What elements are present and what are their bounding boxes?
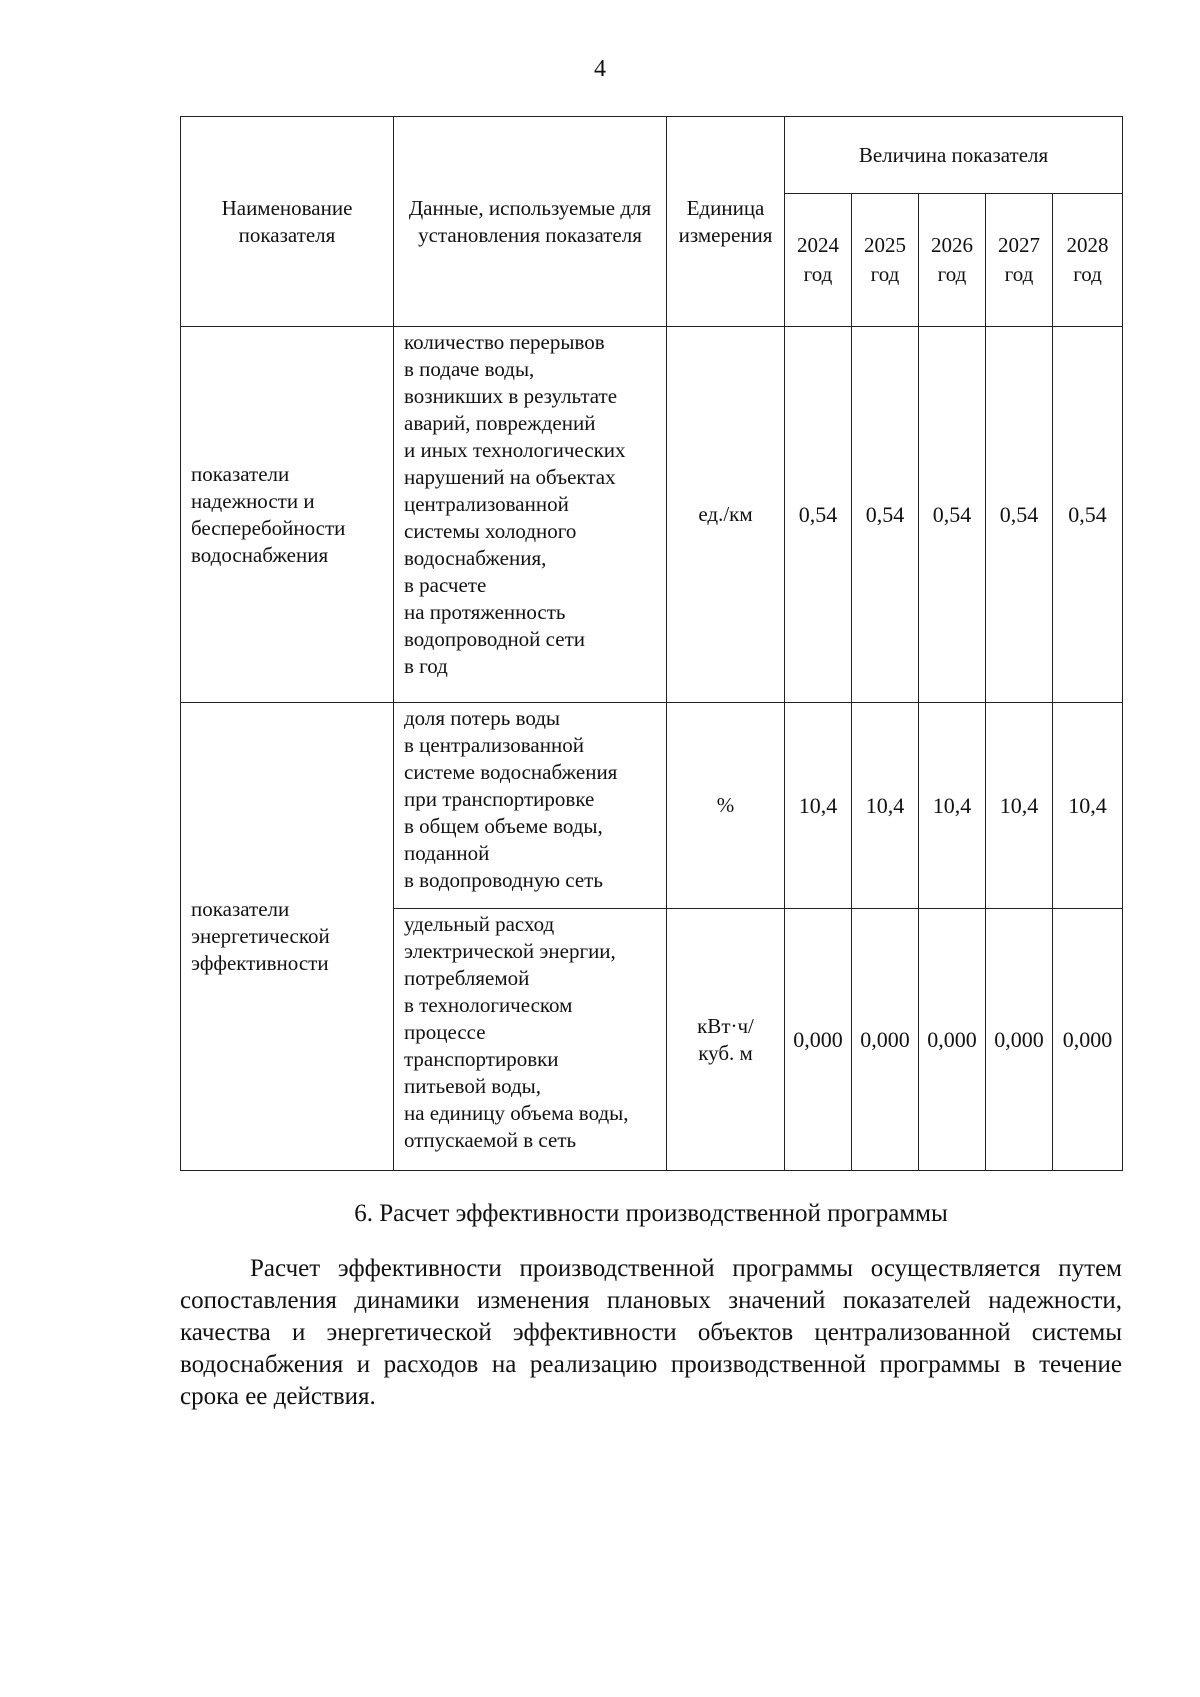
value-cell: 0,54 [919,327,986,703]
indicator-data: доля потерь воды в централизованной системе водоснабжения при транспортировке в общем объеме воды, поданной в водопроводную сеть [394,703,667,909]
section-title: 6. Расчет эффективности производственной программы [354,1200,948,1227]
indicator-data: удельный расход электрической энергии, потребляемой в технологическом процессе транспортировки питьевой воды, на единицу объема воды, отпускаемой в сеть [394,909,667,1171]
value-cell: 10,4 [919,703,986,909]
value-cell: 10,4 [1053,703,1123,909]
table-row [181,327,1123,703]
value-cell: 0,000 [986,909,1053,1171]
value-cell: 10,4 [986,703,1053,909]
indicator-unit: ед./км [667,327,785,703]
header-data-used: Данные, используемые для установления показателя [394,117,667,327]
header-name: Наименование показателя [181,117,394,327]
value-cell: 10,4 [785,703,852,909]
indicator-name-reliability: показатели надежности и бесперебойности водоснабжения [181,327,394,703]
page-number: 4 [594,56,606,82]
value-cell: 0,000 [785,909,852,1171]
header-year-2028: 2028 год [1053,194,1123,327]
section-paragraph: Расчет эффективности производственной программы осуществляется путем сопоставления динамики изменения плановых значений показателей надежности, качества и энергетической эффективности объектов централизованной системы водоснабжения и расходов на реализацию производственной программы в течение срока ее действия. [180,1255,1122,1410]
table-header-row [181,117,1123,194]
value-cell: 0,000 [852,909,919,1171]
value-cell: 0,54 [986,327,1053,703]
value-cell: 0,54 [852,327,919,703]
value-cell: 0,54 [785,327,852,703]
indicator-unit: % [667,703,785,909]
value-cell: 0,54 [1053,327,1123,703]
header-value-group: Величина показателя [785,117,1123,194]
indicator-unit: кВт·ч/ куб. м [667,909,785,1171]
table-row [181,703,1123,909]
indicator-name-energy: показатели энергетической эффективности [181,703,394,1171]
indicators-table [180,116,1123,1171]
header-year-2026: 2026 год [919,194,986,327]
header-year-2025: 2025 год [852,194,919,327]
header-unit: Единица измерения [667,117,785,327]
header-year-2024: 2024 год [785,194,852,327]
value-cell: 0,000 [919,909,986,1171]
value-cell: 0,000 [1053,909,1123,1171]
indicator-data: количество перерывов в подаче воды, возникших в результате аварий, повреждений и иных технологических нарушений на объектах централизованной системы холодного водоснабжения, в расчете на протяженность водопроводной сети в год [394,327,667,703]
header-year-2027: 2027 год [986,194,1053,327]
value-cell: 10,4 [852,703,919,909]
